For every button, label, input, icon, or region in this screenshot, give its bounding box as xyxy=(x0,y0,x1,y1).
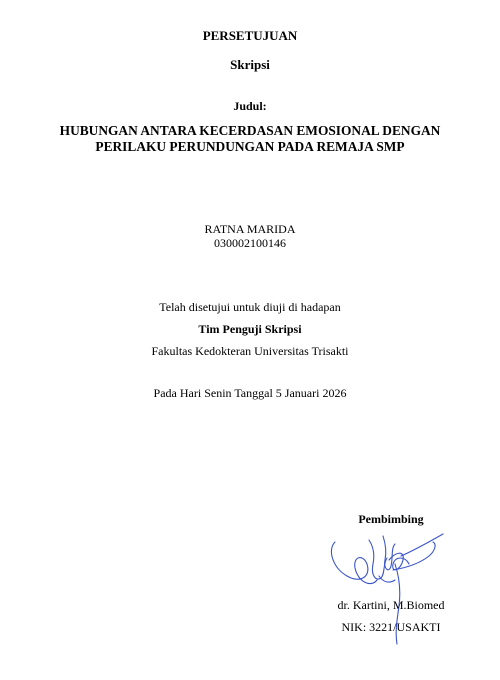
examiner-team: Tim Penguji Skripsi xyxy=(198,322,302,336)
supervisor-label: Pembimbing xyxy=(358,512,424,526)
document-type: Skripsi xyxy=(230,57,270,72)
student-name: RATNA MARIDA xyxy=(204,222,296,236)
page-heading: PERSETUJUAN xyxy=(202,28,298,43)
supervisor-nik: NIK: 3221/USAKTI xyxy=(341,620,441,634)
faculty-name: Fakultas Kedokteran Universitas Trisakti xyxy=(151,344,349,358)
student-id: 030002100146 xyxy=(214,236,286,250)
approval-date: Pada Hari Senin Tanggal 5 Januari 2026 xyxy=(153,386,347,400)
supervisor-name: dr. Kartini, M.Biomed xyxy=(337,598,445,612)
thesis-title-line-2: PERILAKU PERUNDUNGAN PADA REMAJA SMP xyxy=(95,139,405,154)
thesis-title-line-1: HUBUNGAN ANTARA KECERDASAN EMOSIONAL DENGAN xyxy=(59,123,441,138)
title-label: Judul: xyxy=(233,99,267,113)
approval-statement: Telah disetujui untuk diuji di hadapan xyxy=(159,300,341,314)
